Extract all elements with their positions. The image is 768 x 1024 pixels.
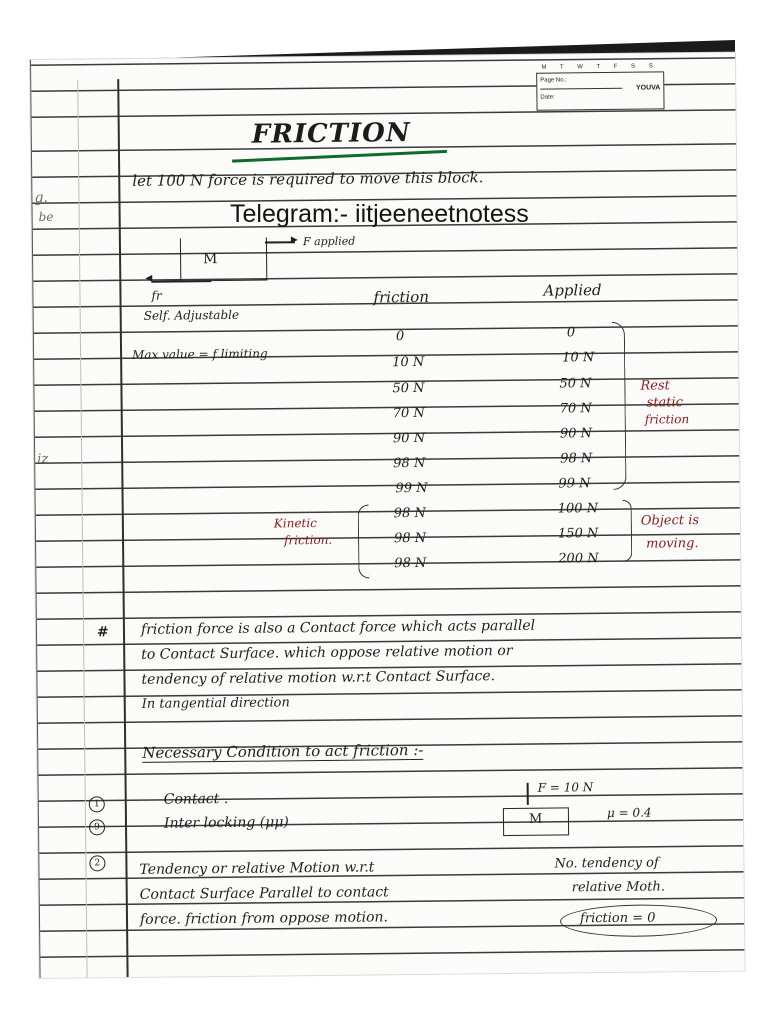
kinetic-brace bbox=[358, 504, 370, 578]
friction-arrow bbox=[151, 280, 211, 282]
title-underline bbox=[232, 150, 447, 163]
condition-line: Contact Surface Parallel to contact bbox=[139, 884, 389, 903]
applied-cell: 90 N bbox=[559, 426, 593, 442]
applied-cell: 50 N bbox=[559, 376, 592, 392]
no-tendency-note: relative Moth. bbox=[571, 879, 666, 896]
friction-cell: 10 N bbox=[392, 354, 425, 371]
definition-line: friction force is also a Contact force which acts parallel bbox=[140, 617, 536, 638]
friction-cell: 90 N bbox=[392, 430, 426, 447]
weekday-row: M T W T F S S bbox=[541, 63, 659, 71]
conditions-heading: Necessary Condition to act friction :- bbox=[142, 740, 424, 762]
item-number: 2 bbox=[89, 855, 105, 871]
applied-force-label: F applied bbox=[302, 234, 356, 249]
friction-cell: 98 N bbox=[394, 555, 427, 572]
max-value-note: Max value = f limiting bbox=[132, 346, 268, 362]
item-number: 1 bbox=[89, 796, 105, 812]
applied-cell: 10 N bbox=[562, 350, 595, 366]
friction-cell: 98 N bbox=[393, 455, 426, 472]
static-brace bbox=[612, 322, 627, 490]
brand-label: YOUVA bbox=[635, 84, 661, 92]
moving-note: Object is bbox=[640, 513, 700, 529]
static-note: Rest bbox=[640, 378, 670, 394]
block-label: M bbox=[203, 251, 218, 268]
static-note: static bbox=[646, 395, 684, 411]
force-label: F = 10 N bbox=[537, 780, 594, 795]
bullet-hash: # bbox=[96, 624, 109, 641]
kinetic-label: friction. bbox=[283, 532, 333, 548]
moving-brace bbox=[623, 500, 633, 562]
margin-line-light bbox=[77, 79, 87, 977]
definition-line: In tangential direction bbox=[141, 695, 290, 712]
intro-text: let 100 N force is required to move this block. bbox=[132, 168, 484, 190]
static-note: friction bbox=[644, 412, 690, 427]
date-field: Date: bbox=[540, 94, 555, 101]
definition-line: to Contact Surface. which oppose relative motion or bbox=[141, 642, 513, 663]
block-figure-label: M bbox=[528, 811, 543, 827]
condition-line: Tendency or relative Motion w.r.t bbox=[139, 859, 375, 878]
column-applied: Applied bbox=[543, 281, 602, 300]
no-tendency-note: No. tendency of bbox=[554, 855, 659, 872]
margin-note: g. bbox=[34, 189, 48, 206]
page-header-box bbox=[536, 63, 664, 110]
margin-note: iz bbox=[37, 451, 49, 467]
fr-label: fr bbox=[151, 288, 162, 303]
friction-cell: 98 N bbox=[393, 505, 426, 522]
result-text: friction = 0 bbox=[579, 910, 656, 927]
applied-cell: 70 N bbox=[559, 401, 592, 417]
column-friction: friction bbox=[373, 287, 430, 307]
friction-cell: 50 N bbox=[392, 380, 425, 397]
friction-cell: 99 N bbox=[395, 480, 428, 497]
applied-cell: 100 N bbox=[557, 501, 599, 517]
friction-cell: 70 N bbox=[392, 405, 425, 422]
applied-cell: 98 N bbox=[560, 451, 593, 467]
applied-cell: 99 N bbox=[558, 476, 591, 492]
definition-line: tendency of relative motion w.r.t Contact Surface. bbox=[141, 668, 496, 688]
page-no-field: Page No.: bbox=[540, 73, 622, 90]
condition-item: Inter locking (μμ) bbox=[163, 814, 289, 832]
arrow-head-icon: ▶ bbox=[290, 235, 298, 246]
page-title: FRICTION bbox=[251, 118, 411, 150]
kinetic-label: Kinetic bbox=[273, 516, 317, 531]
telegram-watermark: Telegram:- iitjeeneetnotess bbox=[230, 200, 529, 228]
friction-cell: 98 N bbox=[393, 530, 427, 547]
mu-label: μ = 0.4 bbox=[606, 805, 652, 820]
margin-line bbox=[117, 79, 128, 977]
moving-note: moving. bbox=[646, 536, 699, 552]
friction-cell: 0 bbox=[395, 329, 405, 345]
applied-cell: 0 bbox=[566, 325, 576, 341]
block-diagram bbox=[180, 238, 267, 282]
notebook-page bbox=[30, 53, 745, 978]
condition-line: force. friction from oppose motion. bbox=[139, 909, 389, 928]
item-number: 9 bbox=[89, 819, 105, 835]
applied-cell: 150 N bbox=[557, 526, 599, 542]
applied-cell: 200 N bbox=[558, 551, 599, 567]
arrow-head-left-icon: ◀ bbox=[145, 273, 153, 284]
margin-note: be bbox=[38, 209, 54, 224]
force-arrow-vertical bbox=[527, 783, 529, 805]
condition-item: Contact . bbox=[163, 790, 229, 808]
self-adjustable-note: Self. Adjustable bbox=[143, 307, 240, 323]
